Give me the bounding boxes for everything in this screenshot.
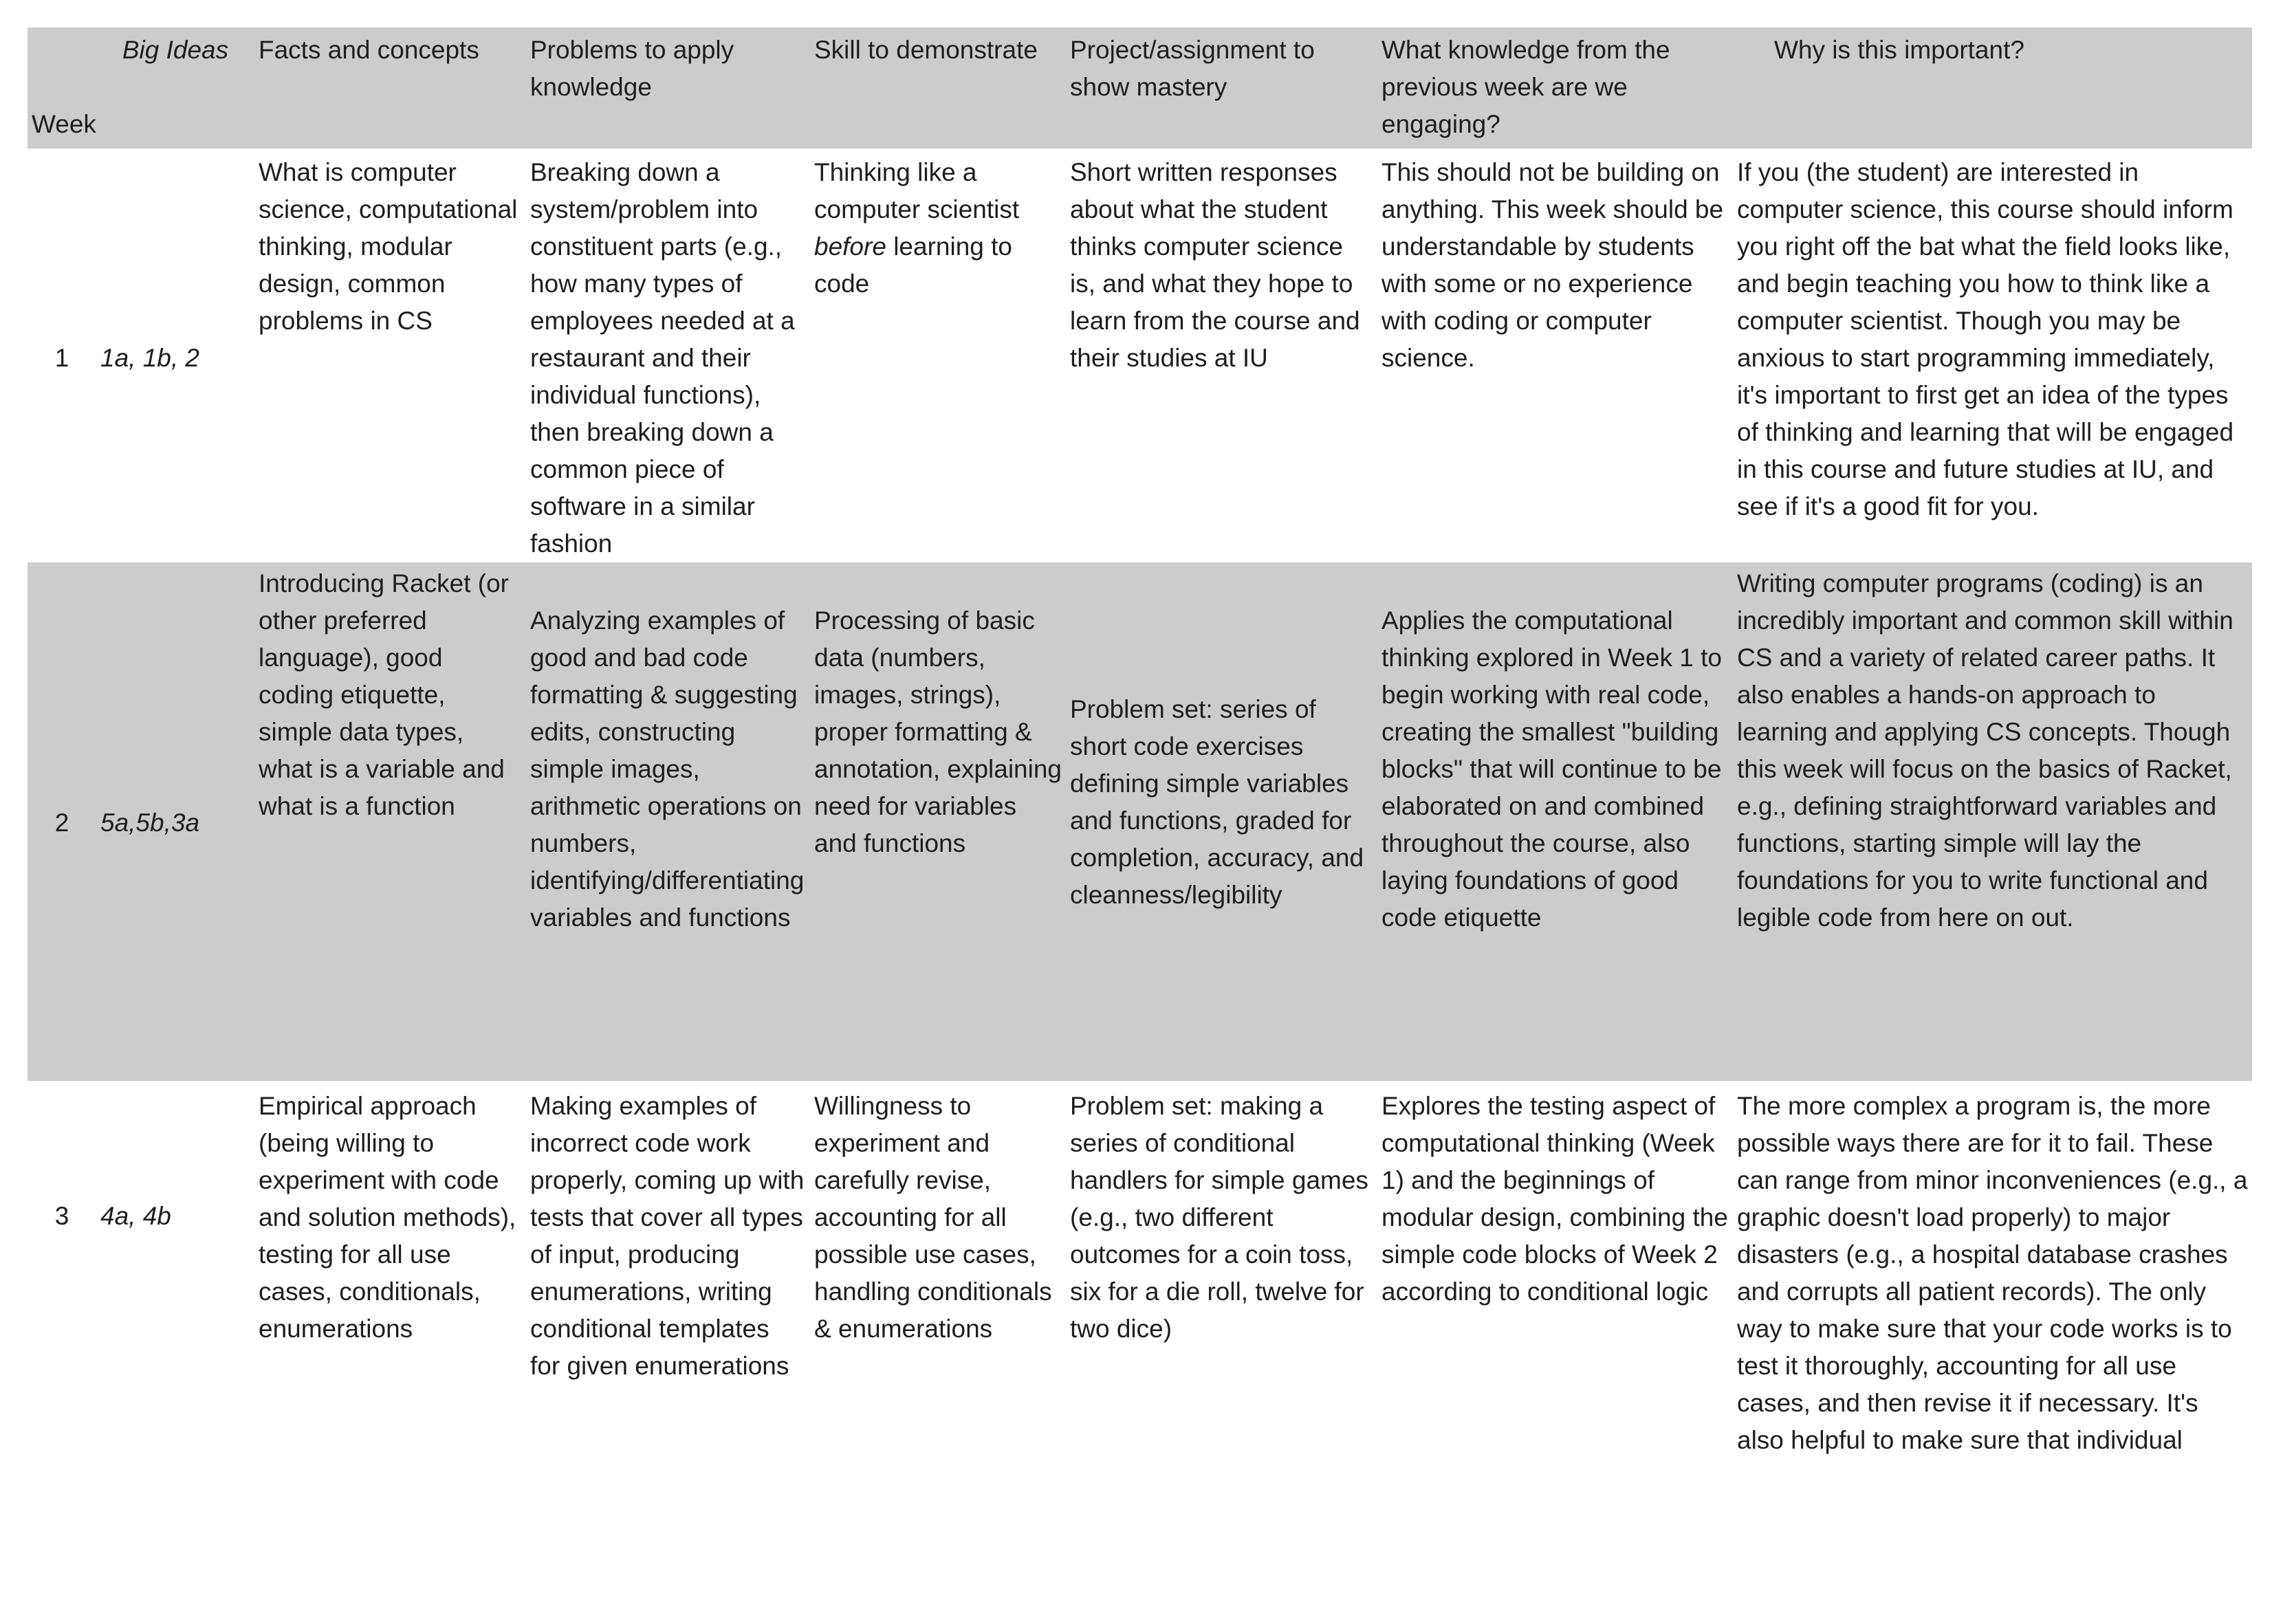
skill-cell	[810, 149, 1066, 562]
table-row-week-3	[28, 1081, 2252, 1624]
skill-text-emphasis: before	[814, 232, 886, 261]
week-number: 3	[54, 1202, 69, 1230]
problems-cell: Breaking down a system/problem into constituent parts (e.g., how many types of employees needed at a restaurant and their individual functions), then breaking down a common piece of software in a similar fashion	[530, 158, 795, 558]
skill-text-post: learning to code	[814, 232, 1012, 298]
skill-cell: Processing of basic data (numbers, images, strings), proper formatting & annotation, explaining need for variables and functions	[810, 562, 1066, 1081]
table-row-week-2	[28, 562, 2252, 1081]
header-big-ideas: Big Ideas	[96, 28, 254, 149]
big-ideas: 1a, 1b, 2	[100, 344, 200, 372]
facts-cell: Introducing Racket (or other preferred language), good coding etiquette, simple data types, what is a variable and what is a function	[254, 562, 526, 1081]
skill-cell: Willingness to experiment and carefully revise, accounting for all possible use cases, handling conditionals & enumerations	[814, 1092, 1052, 1343]
curriculum-table	[28, 28, 2252, 1624]
why-cell: Writing computer programs (coding) is an incredibly important and common skill within CS and a variety of related career paths. It also enables a hands-on approach to learning and applying CS concepts. Though this week will focus on the basics of Racket, e.g., defining straightforward variables and functions, starting simple will lay the foundations for you to write functional and legible code from here on out.	[1733, 562, 2252, 1081]
header-project: Project/assignment to show mastery	[1066, 28, 1377, 149]
why-cell: The more complex a program is, the more possible ways there are for it to fail. These can range from minor inconveniences (e.g., a graphic doesn't load properly) to major disasters (e.g., a hospital database crashes and corrupts all patient records). The only way to make sure that your code works is to test it thoroughly, accounting for all use cases, and then revise it if necessary. It's also helpful to make sure that individual	[1737, 1092, 2248, 1454]
header-problems: Problems to apply knowledge	[526, 28, 810, 149]
header-facts: Facts and concepts	[254, 28, 526, 149]
skill-text-pre: Thinking like a computer scientist	[814, 158, 1020, 223]
week-number: 2	[28, 562, 96, 1081]
big-ideas: 4a, 4b	[100, 1202, 171, 1230]
prev-knowledge-cell: Explores the testing aspect of computational thinking (Week 1) and the beginnings of modular design, combining the simple code blocks of Week 2 according to conditional logic	[1381, 1092, 1728, 1306]
project-cell: Short written responses about what the student thinks computer science is, and what they hope to learn from the course and their studies at IU	[1070, 158, 1360, 372]
week-number: 1	[54, 344, 69, 372]
header-week: Week	[28, 28, 96, 149]
facts-cell: Empirical approach (being willing to experiment with code and solution methods), testing for all use cases, conditionals, enumerations	[259, 1092, 516, 1343]
table-row-week-1	[28, 149, 2252, 562]
project-cell: Problem set: series of short code exercises defining simple variables and functions, graded for completion, accuracy, and cleanness/legibility	[1066, 562, 1377, 1081]
project-cell: Problem set: making a series of conditional handlers for simple games (e.g., two different outcomes for a coin toss, six for a die roll, twelve for two dice)	[1070, 1092, 1368, 1343]
header-prev-knowledge: What knowledge from the previous week are we engaging?	[1377, 28, 1733, 149]
header-why: Why is this important?	[1733, 28, 2252, 149]
why-cell: If you (the student) are interested in computer science, this course should inform you right off the bat what the field looks like, and begin teaching you how to think like a computer scientist. Though you may be anxious to start programming immediately, it's important to first get an idea of the types of thinking and learning that will be engaged in this course and future studies at IU, and see if it's a good fit for you.	[1737, 158, 2234, 520]
problems-cell: Making examples of incorrect code work properly, coming up with tests that cover all types of input, producing enumerations, writing conditional templates for given enumerations	[530, 1092, 805, 1380]
big-ideas: 5a,5b,3a	[96, 562, 254, 1081]
problems-cell: Analyzing examples of good and bad code formatting & suggesting edits, constructing simple images, arithmetic operations on numbers, identifying/differentiating variables and functions	[526, 562, 810, 1081]
prev-knowledge-cell: This should not be building on anything. This week should be understandable by students with some or no experience with coding or computer science.	[1381, 158, 1724, 372]
prev-knowledge-cell: Applies the computational thinking explored in Week 1 to begin working with real code, creating the smallest "building blocks" that will continue to be elaborated on and combined throughout the course, also laying foundations of good code etiquette	[1377, 562, 1733, 1081]
header-skill: Skill to demonstrate	[810, 28, 1066, 149]
facts-cell: What is computer science, computational thinking, modular design, common problems in CS	[259, 158, 518, 335]
header-row	[28, 28, 2252, 149]
